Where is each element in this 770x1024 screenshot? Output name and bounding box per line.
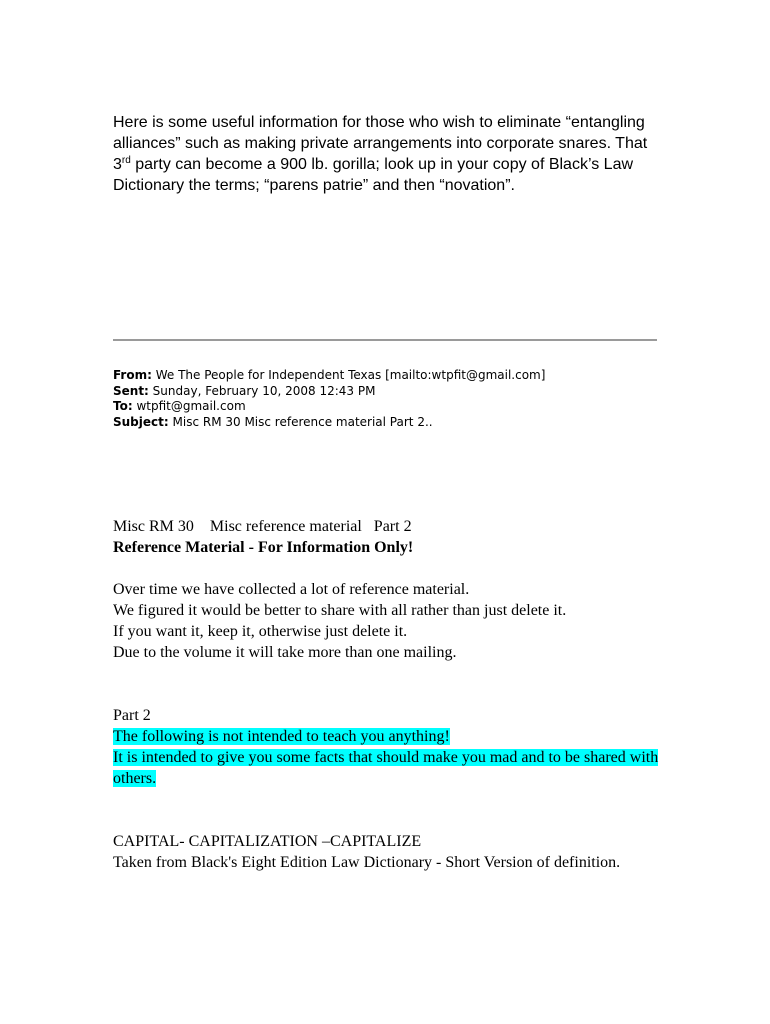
- subject-line: [113, 415, 673, 431]
- to-line: [113, 399, 673, 415]
- from-value: We The People for Independent Texas [mailto:wtpfit@gmail.com]: [151, 368, 546, 382]
- paragraph-line: Over time we have collected a lot of reference material.: [113, 581, 470, 598]
- sent-label: Sent:: [113, 383, 149, 398]
- subject-label: Subject:: [113, 414, 169, 429]
- paragraph-line: If you want it, keep it, otherwise just delete it.: [113, 623, 408, 640]
- sent-value: Sunday, February 10, 2008 12:43 PM: [148, 383, 376, 398]
- highlighted-line: [113, 726, 673, 747]
- ordinal-superscript: rd: [121, 155, 131, 166]
- from-label: From:: [113, 368, 152, 382]
- message-subtitle: Reference Material - For Information Only!: [113, 539, 414, 556]
- paragraph-line: We figured it would be better to share with all rather than just delete it.: [113, 602, 567, 619]
- intro-paragraph: [113, 112, 658, 196]
- subject-value: Misc RM 30 Misc reference material Part 2..: [168, 414, 433, 429]
- capital-heading: CAPITAL- CAPITALIZATION –CAPITALIZE: [113, 833, 422, 850]
- to-label: To:: [113, 399, 133, 413]
- highlighted-text: It is intended to give you some facts that should make you mad and to be shared with others.: [113, 749, 659, 787]
- email-body: [113, 516, 673, 873]
- part-label: Part 2: [113, 707, 151, 724]
- intro-text-end: party can become a 900 lb. gorilla; look up in your copy of Black’s Law Dictionary the terms; “parens patrie” and then “novation”.: [113, 156, 634, 194]
- email-header: [113, 368, 673, 430]
- horizontal-rule: [113, 339, 657, 341]
- spacer: [113, 789, 673, 810]
- capital-description: Taken from Black's Eight Edition Law Dictionary - Short Version of definition.: [113, 854, 621, 871]
- intro-text-start: Here is some useful information for those who wish to eliminate “entangling alliances” such as making private arrangements into corporate snares. That 3: [113, 114, 648, 173]
- from-line: [113, 368, 673, 384]
- to-value: wtpfit@gmail.com: [132, 399, 246, 413]
- highlighted-line: [113, 747, 673, 789]
- highlighted-text: The following is not intended to teach you anything!: [113, 728, 450, 745]
- sent-line: [113, 384, 673, 400]
- spacer: [113, 663, 673, 684]
- message-title: Misc RM 30 Misc reference material Part 2: [113, 518, 412, 535]
- spacer: [113, 810, 673, 831]
- spacer: [113, 684, 673, 705]
- paragraph-line: Due to the volume it will take more than one mailing.: [113, 644, 457, 661]
- spacer: [113, 558, 673, 579]
